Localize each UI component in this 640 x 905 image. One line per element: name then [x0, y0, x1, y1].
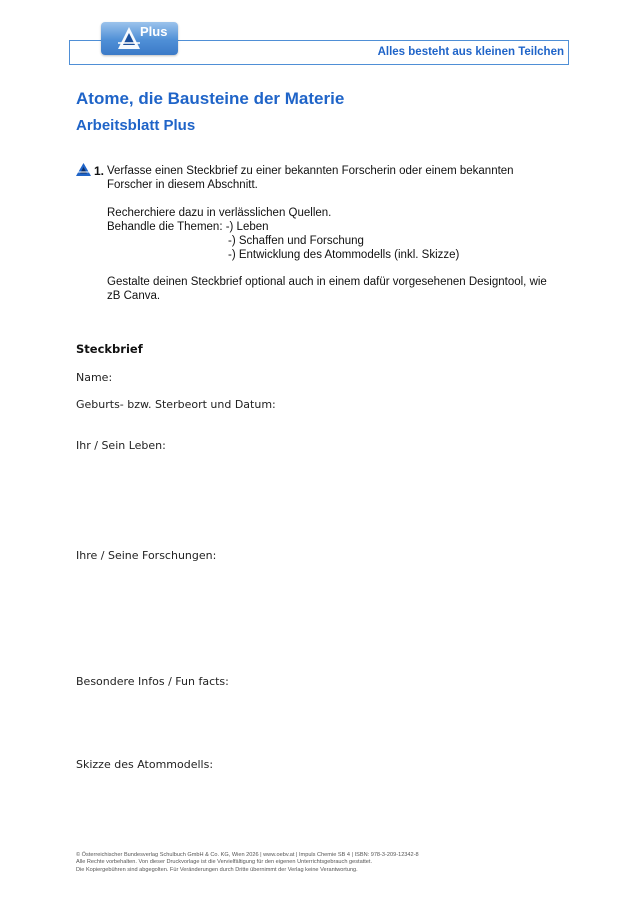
triangle-icon	[117, 26, 141, 50]
running-title: Alles besteht aus kleinen Teilchen	[377, 46, 564, 58]
life-label: Ihr / Sein Leben:	[76, 439, 166, 452]
research-label: Ihre / Seine Forschungen:	[76, 549, 217, 562]
footer-copyright: © Österreichischer Bundesverlag Schulbuch GmbH & Co. KG, Wien 2026 | www.oebv.at | Impuls Chemie SB 4 | ISBN: 978-3-209-12342-8	[76, 852, 419, 858]
footer	[76, 852, 419, 874]
task-line-4: Behandle die Themen: -) Leben	[107, 221, 269, 233]
fun-facts-label: Besondere Infos / Fun facts:	[76, 675, 229, 688]
level-triangle-icon	[76, 163, 91, 176]
task-line-1: Verfasse einen Steckbrief zu einer bekannten Forscherin oder einem bekannten	[107, 165, 514, 177]
task-number: 1.	[94, 164, 105, 178]
footer-fees: Die Kopiergebühren sind abgegolten. Für Veränderungen durch Dritte übernimmt der Verlag keine Verantwortung.	[76, 866, 358, 873]
plus-logo	[101, 22, 178, 55]
task-line-8: zB Canva.	[107, 290, 161, 302]
task-line-5: -) Schaffen und Forschung	[228, 235, 364, 247]
logo-text: Plus	[140, 24, 168, 39]
page-subtitle: Arbeitsblatt Plus	[76, 117, 196, 134]
task-line-2: Forscher in diesem Abschnitt.	[107, 179, 258, 191]
footer-rights: Alle Rechte vorbehalten. Von dieser Druckvorlage ist die Vervielfältigung für den eigenen Unterrichtsgebrauch gestattet.	[76, 859, 373, 866]
birth-death-label: Geburts- bzw. Sterbeort und Datum:	[76, 398, 276, 411]
atom-sketch-label: Skizze des Atommodells:	[76, 758, 214, 771]
task-line-6: -) Entwicklung des Atommodells (inkl. Skizze)	[228, 249, 460, 261]
page-title: Atome, die Bausteine der Materie	[76, 89, 345, 108]
task-line-7: Gestalte deinen Steckbrief optional auch in einem dafür vorgesehenen Designtool, wie	[107, 276, 547, 288]
task-line-3: Recherchiere dazu in verlässlichen Quellen.	[107, 207, 332, 219]
name-label: Name:	[76, 371, 113, 384]
profile-heading: Steckbrief	[76, 342, 143, 356]
